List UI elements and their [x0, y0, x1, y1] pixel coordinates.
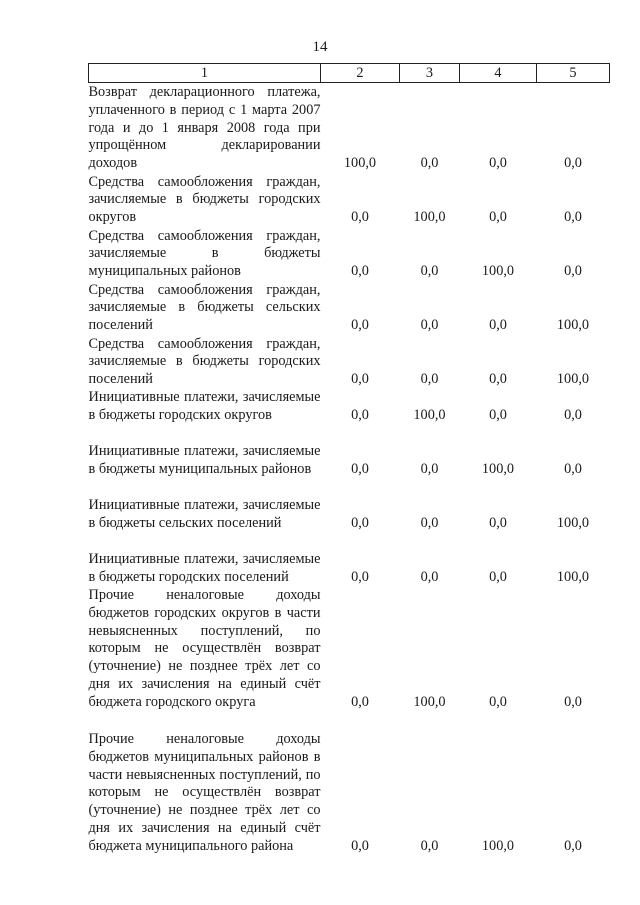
value-cell-col-3: 0,0: [420, 569, 439, 586]
row-description: Инициативные платежи, зачисляемые в бюджеты городских поселений: [88, 551, 321, 586]
column-header-3: 3: [400, 64, 460, 83]
row-description: Инициативные платежи, зачисляемые в бюджеты муниципальных районов: [88, 443, 321, 478]
page-number: 14: [312, 39, 328, 55]
column-header-5: 5: [537, 64, 610, 83]
value-cell-col-5: 100,0: [556, 371, 590, 388]
table-row: [89, 83, 610, 174]
value-cell-col-3: 0,0: [420, 317, 439, 334]
value-cell-col-3: 0,0: [420, 515, 439, 532]
value-cell-col-3: 100,0: [413, 407, 446, 424]
value-cell-col-2: 0,0: [351, 317, 369, 334]
table-header-row: [89, 64, 610, 83]
row-description: Средства самообложения граждан, зачисляемые в бюджеты сельских поселений: [88, 281, 321, 334]
value-cell-col-4: 0,0: [489, 371, 507, 388]
value-cell-col-4: 100,0: [481, 263, 515, 280]
value-cell-col-4: 100,0: [481, 461, 515, 478]
value-cell-col-2: 0,0: [351, 837, 369, 854]
value-cell-col-3: 0,0: [420, 155, 439, 172]
value-cell-col-3: 100,0: [413, 209, 446, 226]
value-cell-col-3: 100,0: [413, 693, 446, 710]
value-cell-col-5: 0,0: [564, 209, 582, 226]
value-cell-col-3: 0,0: [420, 263, 439, 280]
table-row: [89, 533, 610, 587]
value-cell-col-5: 0,0: [564, 461, 582, 478]
column-header-1: 1: [89, 64, 321, 83]
value-cell-col-4: 0,0: [489, 569, 507, 586]
value-cell-col-5: 0,0: [564, 263, 582, 280]
table-row: [89, 173, 610, 227]
value-cell-col-4: 0,0: [489, 317, 507, 334]
row-description: Средства самообложения граждан, зачисляемые в бюджеты муниципальных районов: [88, 227, 321, 280]
value-cell-col-4: 0,0: [489, 693, 507, 710]
table-row: [89, 479, 610, 533]
row-description: Средства самообложения граждан, зачисляемые в бюджеты городских округов: [88, 173, 321, 226]
value-cell-col-2: 0,0: [351, 371, 369, 388]
value-cell-col-4: 0,0: [489, 407, 507, 424]
value-cell-col-2: 0,0: [351, 693, 369, 710]
value-cell-col-2: 0,0: [351, 407, 369, 424]
table-row: [89, 389, 610, 425]
column-header-2: 2: [321, 64, 400, 83]
value-cell-col-2: 100,0: [343, 155, 377, 172]
value-cell-col-5: 100,0: [556, 317, 590, 334]
value-cell-col-5: 0,0: [564, 407, 582, 424]
value-cell-col-5: 100,0: [556, 515, 590, 532]
column-header-4: 4: [460, 64, 537, 83]
value-cell-col-5: 0,0: [564, 155, 582, 172]
value-cell-col-2: 0,0: [351, 515, 369, 532]
table-row: [89, 281, 610, 335]
value-cell-col-2: 0,0: [351, 461, 369, 478]
table-row: [89, 227, 610, 281]
value-cell-col-4: 0,0: [489, 515, 507, 532]
value-cell-col-4: 100,0: [481, 837, 515, 854]
value-cell-col-4: 0,0: [489, 155, 507, 172]
revenue-distribution-table: [88, 63, 610, 856]
value-cell-col-4: 0,0: [489, 209, 507, 226]
row-description: Инициативные платежи, зачисляемые в бюджеты городских округов: [88, 389, 321, 424]
value-cell-col-5: 100,0: [556, 569, 590, 586]
row-description: Прочие неналоговые доходы бюджетов муниципальных районов в части невыясненных поступлений, по которым не осуществлён возврат (уточнение) не позднее трёх лет со дня их зачисления на единый счёт бюджета муниципального района: [88, 731, 321, 854]
table-row: [89, 335, 610, 389]
table-row: [89, 425, 610, 479]
value-cell-col-2: 0,0: [351, 263, 369, 280]
row-description: Возврат декларационного платежа, уплаченного в период с 1 марта 2007 года и до 1 января 2008 года при упрощённом декларировании доходов: [88, 84, 321, 172]
value-cell-col-5: 0,0: [564, 693, 582, 710]
value-cell-col-2: 0,0: [351, 209, 369, 226]
value-cell-col-3: 0,0: [420, 837, 439, 854]
row-description: Прочие неналоговые доходы бюджетов городских округов в части невыясненных поступлений, по которым не осуществлён возврат (уточнение) не позднее трёх лет со дня их зачисления на единый счёт бюджета городского округа: [88, 587, 321, 710]
table-row: [89, 712, 610, 856]
value-cell-col-5: 0,0: [564, 837, 582, 854]
row-description: Инициативные платежи, зачисляемые в бюджеты сельских поселений: [88, 497, 321, 532]
table-row: [89, 587, 610, 712]
value-cell-col-3: 0,0: [420, 461, 439, 478]
row-description: Средства самообложения граждан, зачисляемые в бюджеты городских поселений: [88, 335, 321, 388]
value-cell-col-3: 0,0: [420, 371, 439, 388]
value-cell-col-2: 0,0: [351, 569, 369, 586]
